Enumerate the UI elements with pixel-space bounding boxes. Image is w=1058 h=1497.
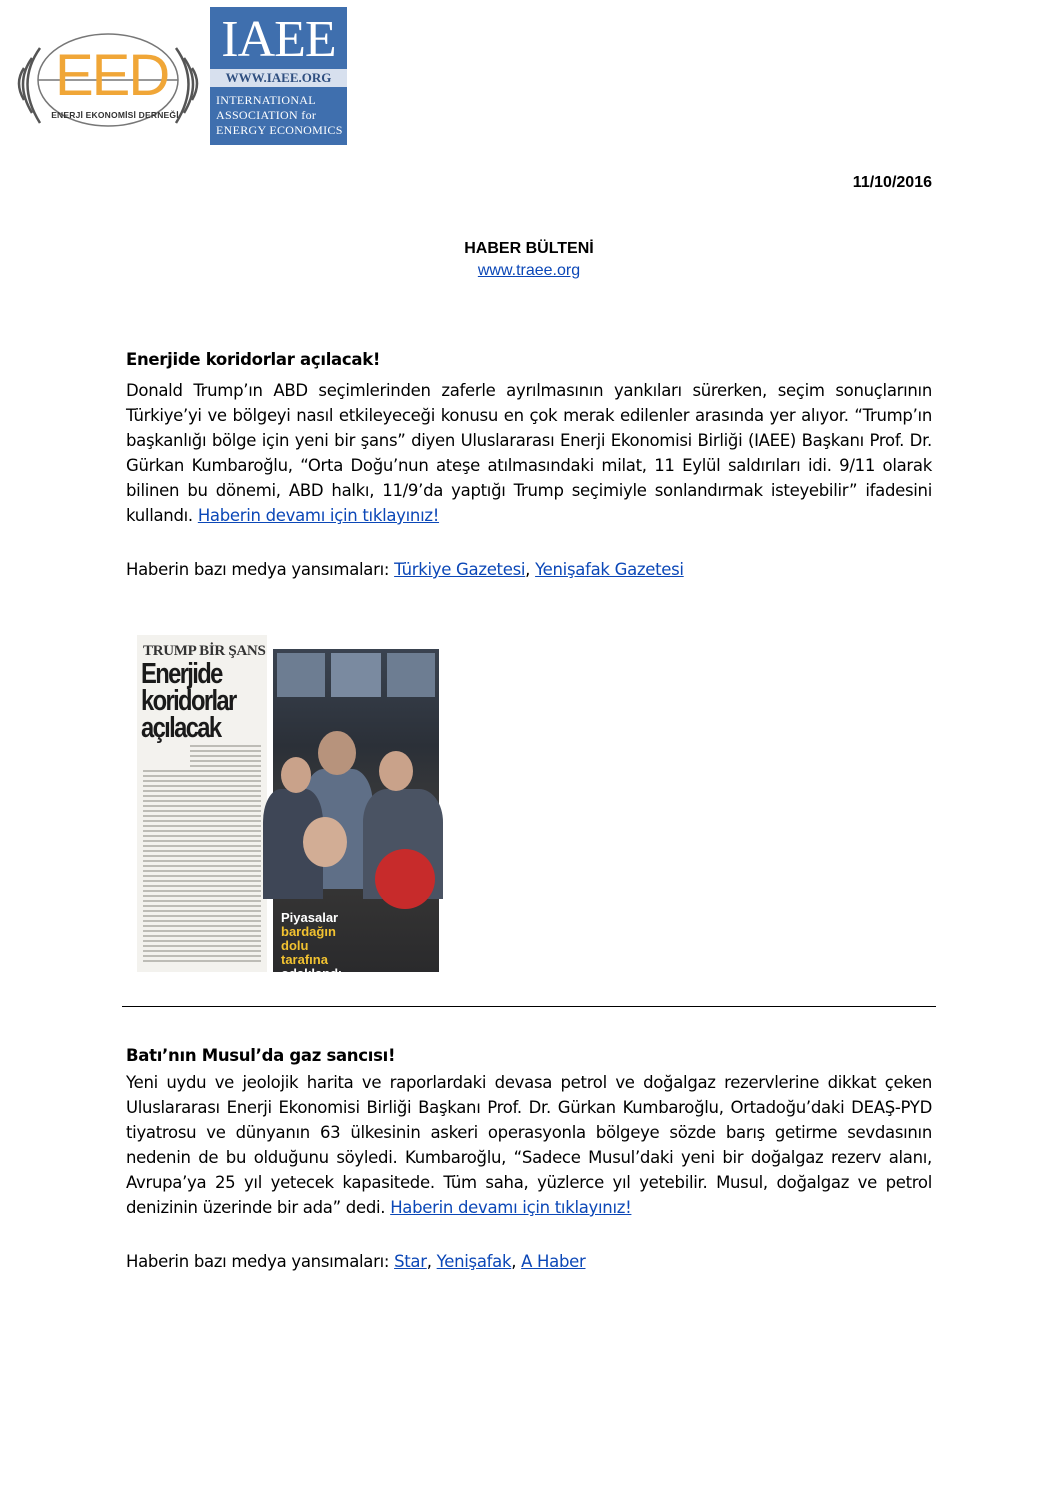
clipping-kicker: TRUMP BİR ŞANS — [143, 643, 266, 659]
article2-body-text: Yeni uydu ve jeolojik harita ve raporlardaki devasa petrol ve doğalgaz rezervlerine dikkat çeken Uluslararası Enerji Ekonomisi Birliği Başkanı Prof. Dr. Gürkan Kumbaroğlu, Ortadoğu’daki DEAŞ-PYD tiyatrosu ve dünyanın 63 ülkesinin askeri operasyonla bölgeye sözde barış getirme sevdasının nedenin de bu olduğunu söyledi. Kumbaroğlu, “Sadece Musul’daki yeni bir doğalgaz rezerv alanı, Avrupa’ya 25 yıl yetecek kapasitede. Tüm saha, yüzlerce yıl yetebilir. Musul, doğalgaz ve petrol denizinin üzerinde bir ada” dedi. — [126, 1073, 932, 1217]
media-link-yenisafak[interactable]: Yenişafak — [436, 1252, 512, 1271]
bulletin-date: 11/10/2016 — [852, 174, 932, 191]
iaee-name-line-3: ENERGY ECONOMICS — [216, 123, 343, 137]
clipping-caption-line-4: odaklandı — [281, 966, 342, 981]
newspaper-clipping-image — [137, 635, 439, 981]
media-link-a-haber[interactable]: A Haber — [521, 1252, 586, 1271]
article2-more-link[interactable]: Haberin devamı için tıklayınız! — [390, 1198, 632, 1217]
article1-media-line — [126, 560, 684, 579]
clipping-headline-line-2: koridorlar — [141, 685, 236, 717]
media-separator: , — [426, 1252, 432, 1271]
iaee-letters: IAEE — [221, 11, 336, 68]
article2-headline: Batı’nın Musul’da gaz sancısı! — [126, 1046, 396, 1065]
section-divider — [122, 1006, 936, 1007]
iaee-full-name — [216, 93, 344, 138]
iaee-logo — [210, 7, 347, 145]
bulletin-title: HABER BÜLTENİ — [464, 240, 594, 257]
article1-media-label: Haberin bazı medya yansımaları: — [126, 560, 390, 579]
clipping-caption-line-1: Piyasalar — [281, 910, 339, 925]
iaee-name-line-2: ASSOCIATION for — [216, 108, 317, 122]
article1-headline: Enerjide koridorlar açılacak! — [126, 350, 381, 369]
article2-body — [126, 1070, 932, 1220]
media-link-star[interactable]: Star — [394, 1252, 427, 1271]
bulletin-url-link[interactable]: www.traee.org — [477, 262, 581, 279]
media-separator: , — [511, 1252, 517, 1271]
clipping-headline-line-1: Enerjide — [141, 658, 222, 690]
eed-letters: EED — [55, 43, 169, 108]
clipping-caption-line-3: dolu tarafına — [281, 938, 328, 967]
article2-media-label: Haberin bazı medya yansımaları: — [126, 1252, 390, 1271]
bulletin-url-row — [0, 262, 1058, 280]
media-link-turkiye-gazetesi[interactable]: Türkiye Gazetesi — [394, 560, 526, 579]
media-link-yenisafak-gazetesi[interactable]: Yenişafak Gazetesi — [535, 560, 684, 579]
iaee-url: WWW.IAEE.ORG — [210, 69, 347, 87]
article1-more-link[interactable]: Haberin devamı için tıklayınız! — [197, 506, 440, 525]
eed-logo — [10, 28, 206, 140]
clipping-headline — [141, 658, 244, 744]
eed-subtitle: ENERJİ EKONOMİSİ DERNEĞİ — [51, 110, 179, 120]
clipping-red-badge — [375, 849, 435, 909]
clipping-body-lines — [143, 745, 261, 965]
clipping-text-column — [137, 635, 267, 972]
iaee-name-line-1: INTERNATIONAL — [216, 93, 316, 107]
clipping-caption-line-2: bardağın — [281, 924, 336, 939]
media-separator: , — [525, 560, 531, 579]
clipping-headline-line-3: açılacak — [141, 712, 221, 744]
article1-body — [126, 378, 932, 528]
article2-media-line — [126, 1252, 585, 1271]
clipping-photo — [273, 649, 439, 981]
article1-body-text: Donald Trump’ın ABD seçimlerinden zaferle ayrılmasının yankıları sürerken, seçim sonuçlarının Türkiye’yi ve bölgeyi nasıl etkileyeceği konusu en çok merak edilenler arasında yer alıyor. “Trump’ın başkanlığı bölge için yeni bir şans” diyen Uluslararası Enerji Ekonomisi Birliği (IAEE) Başkanı Prof. Dr. Gürkan Kumbaroğlu, “Orta Doğu’nun ateşe atılmasındaki milat, 11 Eylül saldırıları idi. 9/11 olarak bilinen bu dönemi, ABD halkı, 11/9’da yaptığı Trump seçimiyle sonlandırmak isteyebilir” ifadesini kullandı. — [126, 381, 932, 525]
clipping-caption — [281, 911, 351, 981]
